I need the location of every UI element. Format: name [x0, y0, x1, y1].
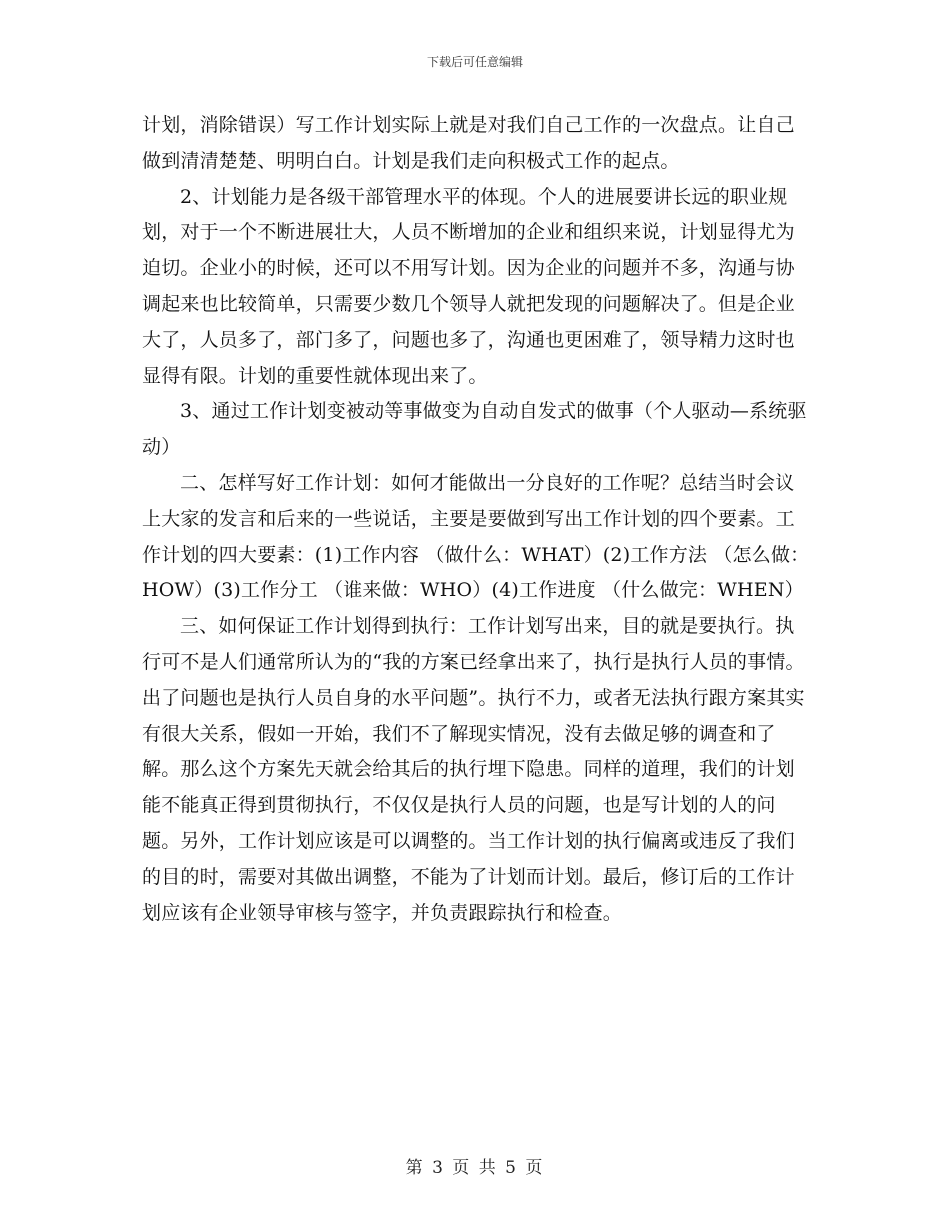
paragraph-continuation: 计划，消除错误）写工作计划实际上就是对我们自己工作的一次盘点。让自己做到清清楚楚、明明白白。计划是我们走向积极式工作的起点。: [142, 114, 795, 172]
paragraph-planning-ability: 2、计划能力是各级干部管理水平的体现。个人的进展要讲长远的职业规划，对于一个不断进展壮大，人员不断增加的企业和组织来说，计划显得尤为迫切。企业小的时候，还可以不用写计划。因为企业的问题并不多，沟通与协调起来也比较简单，只需要少数几个领导人就把发现的问题解决了。但是企业大了，人员多了，部门多了，问题也多了，沟通也更困难了，领导精力这时也显得有限。计划的重要性就体现出来了。: [142, 185, 795, 387]
paragraph-how-to-write: 二、怎样写好工作计划：如何才能做出一分良好的工作呢？总结当时会议上大家的发言和后来的一些说话，主要是要做到写出工作计划的四个要素。工作计划的四大要素：(1)工作内容 （做什么：WHAT）(2)工作方法 （怎么做：HOW）(3)工作分工 （谁来做：WHO）(4)工作进度 （什么做完：WHEN）: [142, 471, 810, 602]
paragraph-ensure-execution: 三、如何保证工作计划得到执行：工作计划写出来，目的就是要执行。执行可不是人们通常所认为的“我的方案已经拿出来了，执行是执行人员的事情。出了问题也是执行人员自身的水平问题”。执行不力，或者无法执行跟方案其实有很大关系，假如一开始，我们不了解现实情况，没有去做足够的调查和了解。那么这个方案先天就会给其后的执行埋下隐患。同样的道理，我们的计划能不能真正得到贯彻执行，不仅仅是执行人员的问题，也是写计划的人的问题。另外，工作计划应该是可以调整的。当工作计划的执行偏离或违反了我们的目的时，需要对其做出调整，不能为了计划而计划。最后，修订后的工作计划应该有企业领导审核与签字，并负责跟踪执行和检查。: [142, 615, 805, 924]
paragraph-self-driven: 3、通过工作计划变被动等事做变为自动自发式的做事（个人驱动—系统驱动）: [142, 400, 807, 459]
page-number: 第 3 页 共 5 页: [405, 1158, 545, 1178]
page-header: 下载后可任意编辑: [426, 55, 523, 69]
document-body: [142, 108, 810, 931]
